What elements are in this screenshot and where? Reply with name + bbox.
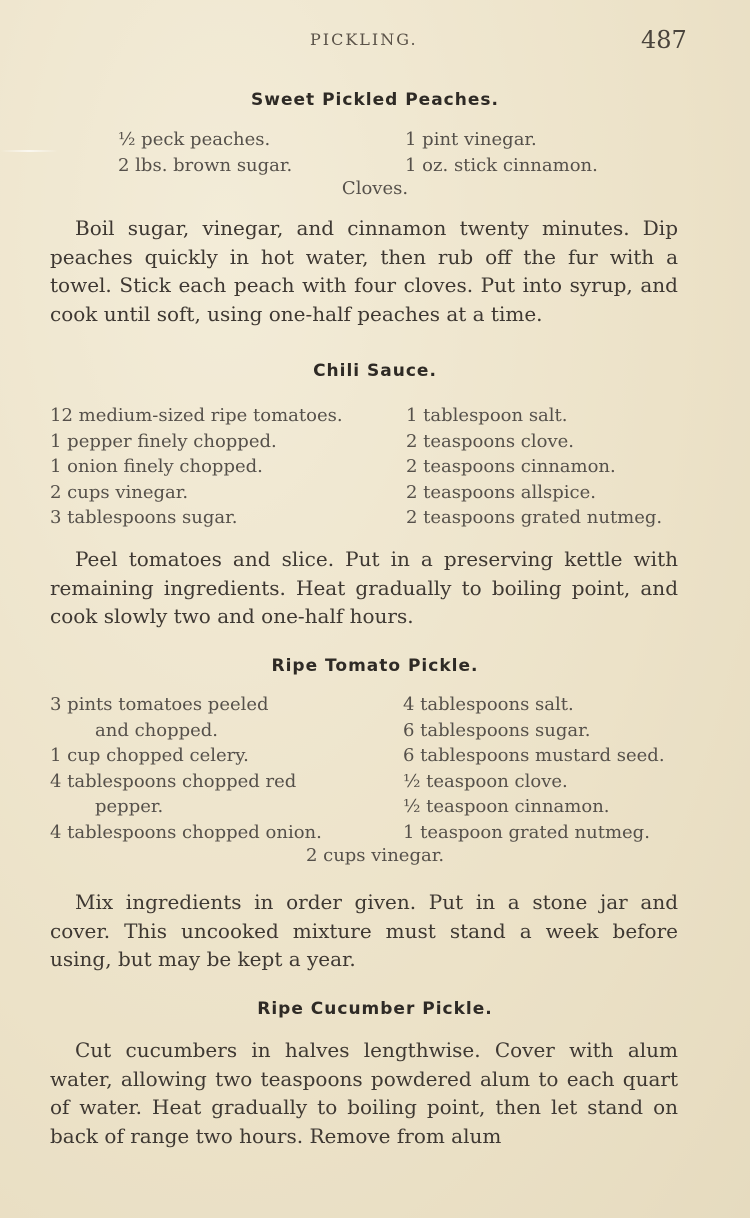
ingredient: 3 tablespoons sugar.: [50, 507, 238, 528]
page-number: 487: [641, 26, 687, 54]
ingredient: 2 teaspoons cinnamon.: [406, 456, 616, 477]
ingredient-continuation: pepper.: [95, 796, 164, 817]
ingredient: ½ peck peaches.: [118, 129, 271, 150]
ingredient: 1 pepper finely chopped.: [50, 430, 277, 452]
ingredient: 2 cups vinegar.: [50, 481, 189, 503]
peaches-ingredients-right: [405, 127, 598, 178]
ingredient: 1 tablespoon salt.: [406, 405, 568, 426]
tomato-ingredients-right: [403, 692, 665, 845]
peaches-instructions: Boil sugar, vinegar, and cinnamon twenty minutes. Dip peaches quickly in hot water, then rub off the fur with a towel. Stick each peach with four cloves. Put into syrup, and cook until soft, using one-half peaches at a time.: [50, 216, 678, 327]
ingredient: 2 teaspoons grated nutmeg.: [406, 507, 663, 528]
tomato-ingredients-left: [50, 692, 322, 845]
recipe-title-cucumber: Ripe Cucumber Pickle.: [257, 999, 493, 1019]
ingredient: 3 pints tomatoes peeled: [50, 694, 269, 715]
ingredient: 2 lbs. brown sugar.: [118, 154, 293, 176]
tomato-instructions: Mix ingredients in order given. Put in a stone jar and cover. This uncooked mixture must stand a week before using, but may be kept a year.: [50, 890, 678, 972]
ingredient: 1 onion finely chopped.: [50, 456, 263, 477]
paper-crease: [0, 150, 58, 152]
ingredient: 6 tablespoons sugar.: [403, 719, 591, 741]
tomato-center-ingredient: 2 cups vinegar.: [305, 845, 445, 866]
ingredient: 4 tablespoons chopped red: [50, 770, 297, 792]
ingredient: 2 teaspoons allspice.: [406, 481, 596, 503]
ingredient: 4 tablespoons chopped onion.: [50, 821, 322, 843]
ingredient-continuation: and chopped.: [95, 719, 219, 741]
peaches-ingredients-left: [118, 127, 292, 178]
ingredient: 4 tablespoons salt.: [403, 694, 574, 715]
cucumber-instructions: Cut cucumbers in halves lengthwise. Cover with alum water, allowing two teaspoons powdered alum to each quart of water. Heat gradually to boiling point, then let stand on back of range two hours. Remove from alum: [50, 1038, 678, 1149]
recipe-title-peaches: Sweet Pickled Peaches.: [251, 90, 499, 110]
recipe-title-chili: Chili Sauce.: [313, 361, 437, 381]
chili-instructions: Peel tomatoes and slice. Put in a preserving kettle with remaining ingredients. Heat gradually to boiling point, and cook slowly two and one-half hours.: [50, 547, 678, 629]
ingredient: 1 pint vinegar.: [405, 129, 537, 150]
ingredient: 2 teaspoons clove.: [406, 430, 574, 452]
chili-ingredients-right: [406, 403, 662, 531]
ingredient: ½ teaspoon cinnamon.: [403, 796, 610, 817]
recipe-title-tomato: Ripe Tomato Pickle.: [271, 656, 479, 676]
running-header: [0, 26, 750, 56]
ingredient: ½ teaspoon clove.: [403, 770, 568, 792]
peaches-center-ingredient: Cloves.: [341, 178, 409, 199]
chili-ingredients-left: [50, 403, 343, 531]
running-title: PICKLING.: [310, 30, 418, 49]
ingredient: 12 medium-sized ripe tomatoes.: [50, 405, 343, 426]
ingredient: 1 teaspoon grated nutmeg.: [403, 821, 650, 843]
ingredient: 1 cup chopped celery.: [50, 745, 249, 766]
ingredient: 1 oz. stick cinnamon.: [405, 154, 598, 176]
ingredient: 6 tablespoons mustard seed.: [403, 745, 665, 766]
